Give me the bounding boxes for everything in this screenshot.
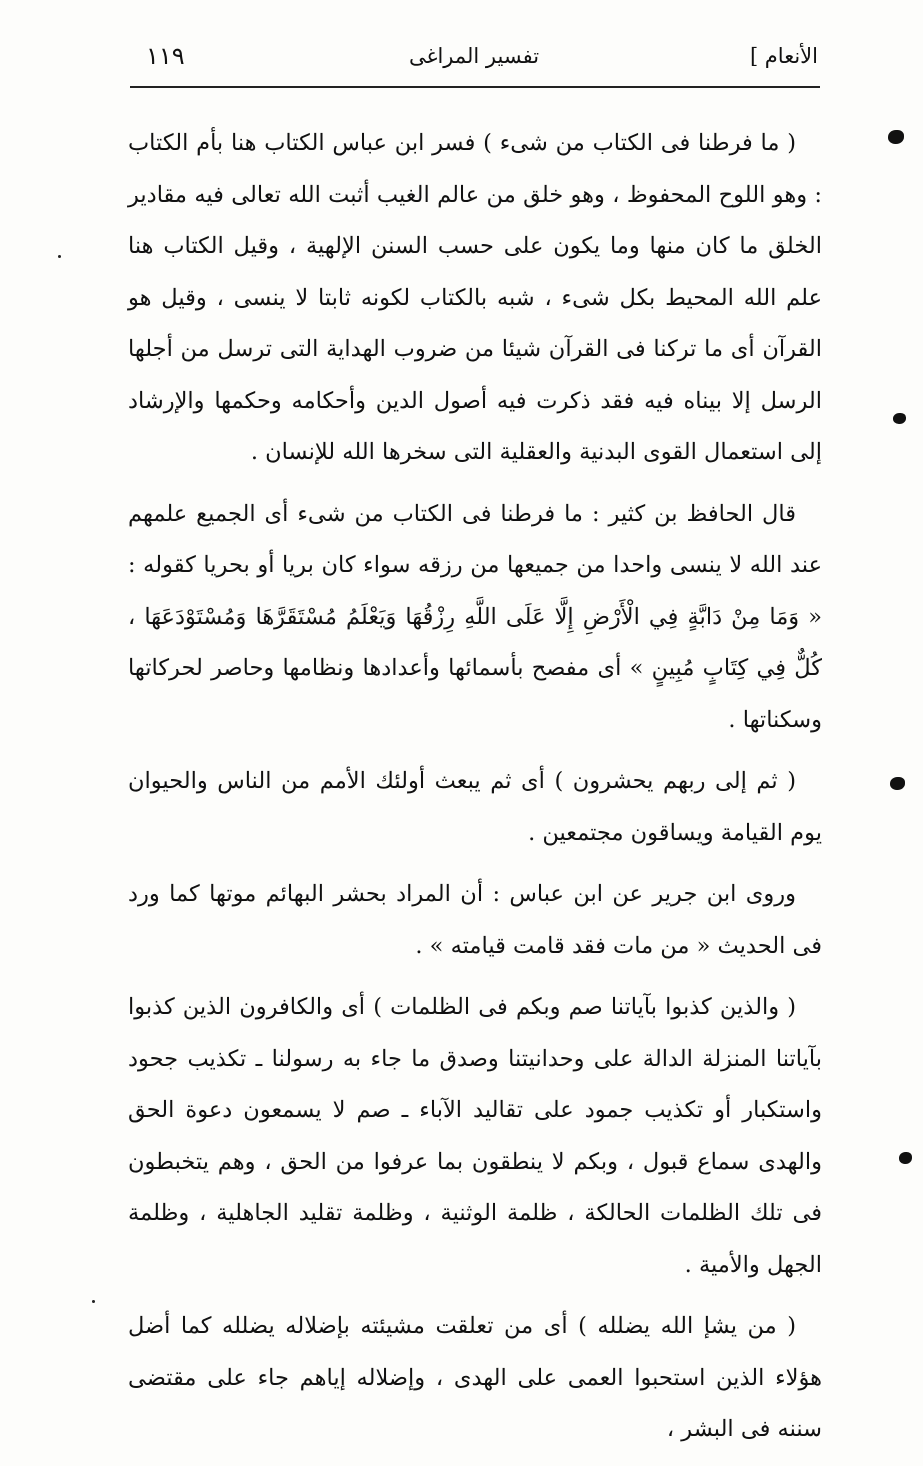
scan-speck (92, 1300, 95, 1303)
margin-ink-mark (890, 777, 905, 790)
book-title: تفسير المراغى (408, 44, 540, 68)
margin-ink-mark (888, 130, 904, 144)
margin-ink-mark (899, 1152, 912, 1164)
paragraph: ( ثم إلى ربهم يحشرون ) أى ثم يبعث أولئك الأمم من الناس والحيوان يوم القيامة ويساقون مجتمعين . (128, 768, 822, 846)
main-text (128, 118, 822, 1466)
paragraph: ( والذين كذبوا بآياتنا صم وبكم فى الظلمات ) أى والكافرون الذين كذبوا بآياتنا المنزلة الدالة على وحدانيتنا وصدق ما جاء به رسولنا ـ تكذيب جحود واستكبار أو تكذيب جمود على تقاليد الآباء ـ صم لا يسمعون دعوة الحق والهدى سماع قبول ، وبكم لا ينطقون بما عرفوا من الحق ، وهم يتخبطون فى تلك الظلمات الحالكة ، ظلمة الوثنية ، وظلمة تقليد الجاهلية ، وظلمة الجهل والأمية . (128, 994, 822, 1278)
page-header (130, 38, 818, 78)
page-number: ١١٩ (146, 42, 185, 70)
header-rule (130, 86, 820, 88)
margin-ink-mark (893, 413, 906, 424)
paragraph: قال الحافظ بن كثير : ما فرطنا فى الكتاب من شىء أى الجميع علمهم عند الله لا ينسى واحدا من جميعها من رزقه سواء كان بريا أو بحريا كقوله : « وَمَا مِنْ دَابَّةٍ فِي الْأَرْضِ إِلَّا عَلَى اللَّهِ رِزْقُهَا وَيَعْلَمُ مُسْتَقَرَّهَا وَمُسْتَوْدَعَهَا ، كُلٌّ فِي كِتَابٍ مُبِينٍ » أى مفصح بأسمائها وأعدادها ونظامها وحاصر لحركاتها وسكناتها . (128, 500, 822, 733)
surah-title: الأنعام ] (749, 44, 818, 68)
paragraph: وروى ابن جرير عن ابن عباس : أن المراد بحشر البهائم موتها كما ورد فى الحديث « من مات فقد قامت قيامته » . (128, 881, 822, 959)
paragraph: ( من يشإ الله يضلله ) أى من تعلقت مشيئته بإضلاله يضلله كما أضل هؤلاء الذين استحبوا العمى على الهدى ، وإضلاله إياهم جاء على مقتضى سننه فى البشر ، (128, 1313, 822, 1442)
scan-speck (58, 255, 61, 258)
paragraph: ( ما فرطنا فى الكتاب من شىء ) فسر ابن عباس الكتاب هنا بأم الكتاب : وهو اللوح المحفوظ ، وهو خلق من عالم الغيب أثبت الله تعالى فيه مقادير الخلق ما كان منها وما يكون على حسب السنن الإلهية ، وقيل الكتاب هنا علم الله المحيط بكل شىء ، شبه بالكتاب لكونه ثابتا لا ينسى ، وقيل هو القرآن أى ما تركنا فى القرآن شيئا من ضروب الهداية التى ترسل من أجلها الرسل إلا بيناه فيه فقد ذكرت فيه أصول الدين وأحكامه وحكمها والإرشاد إلى استعمال القوى البدنية والعقلية التى سخرها الله للإنسان . (128, 130, 822, 465)
